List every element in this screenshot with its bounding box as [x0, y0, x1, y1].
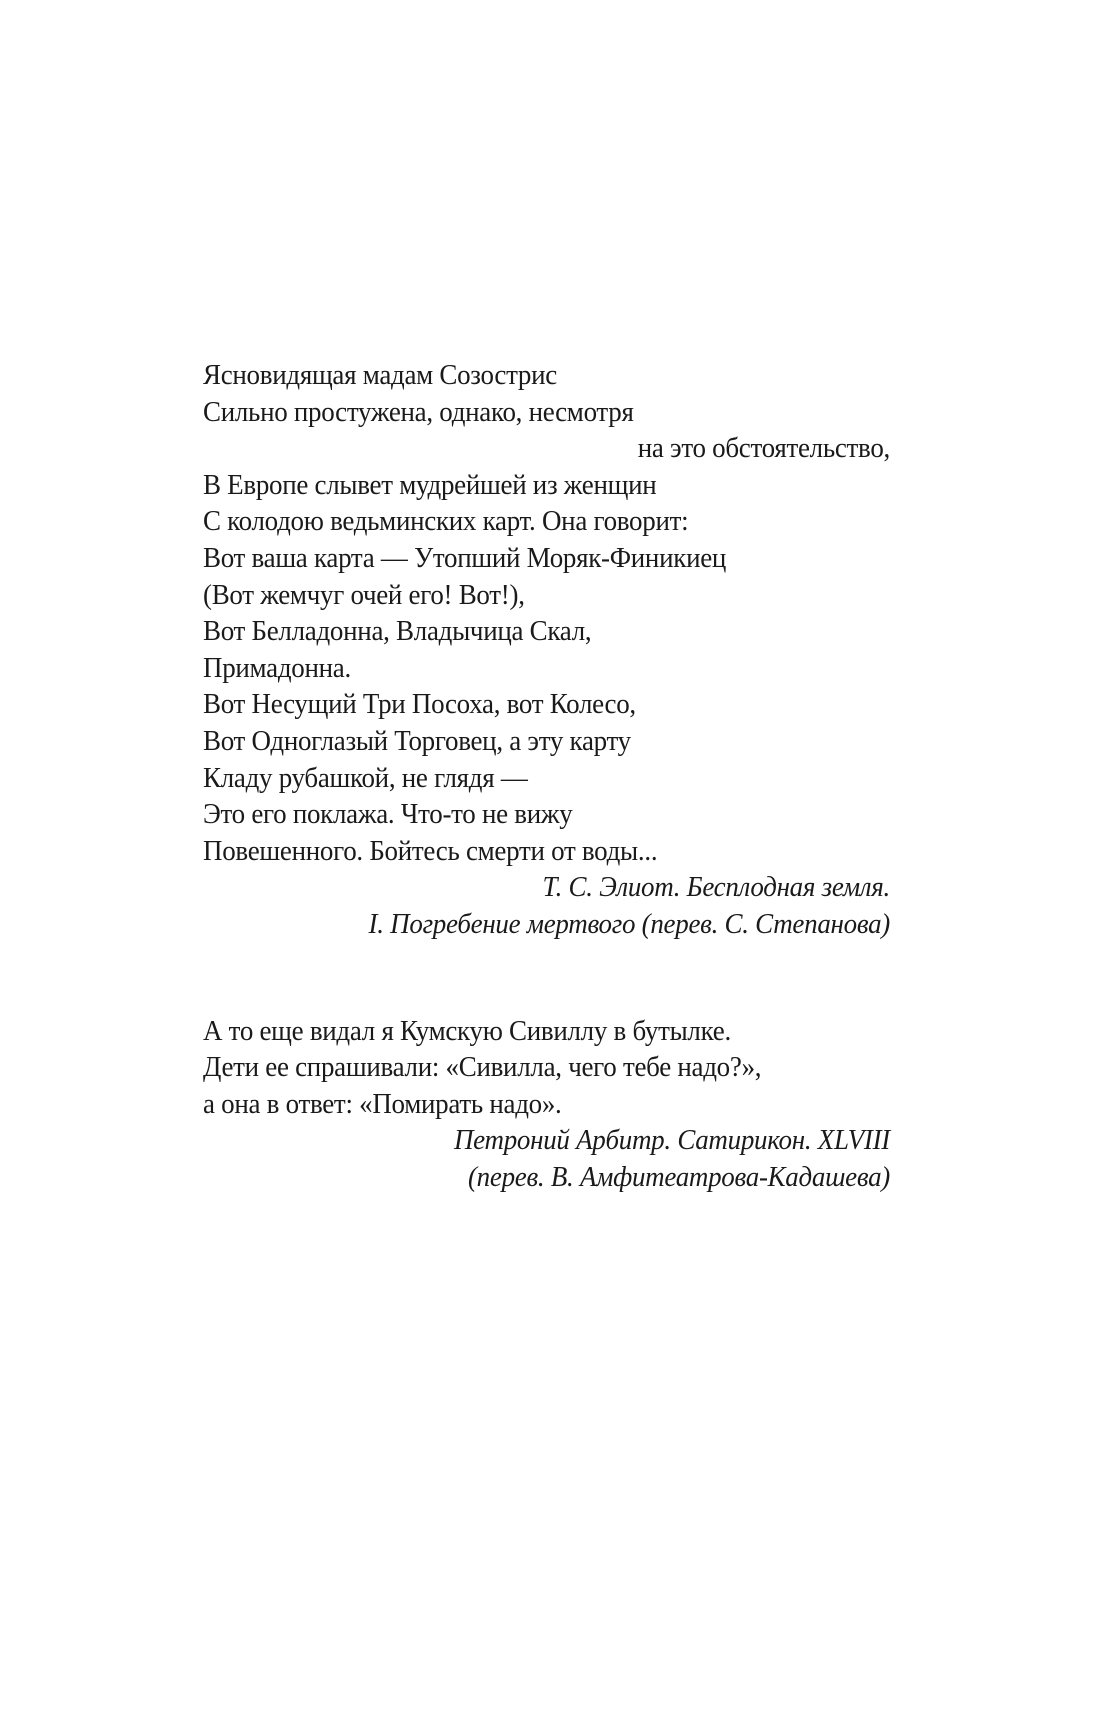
epigraph-petronius: [203, 1013, 890, 1196]
attribution-line: Петроний Арбитр. Сатирикон. XLVIII: [453, 1124, 890, 1157]
verse-line: Ясновидящая мадам Созострис: [203, 359, 557, 391]
verse-line: Вот ваша карта — Утопший Моряк-Финикиец: [203, 541, 727, 574]
attribution-line: I. Погребение мертвого (перев. С. Степанова): [368, 907, 891, 940]
epigraph-eliot: [203, 357, 890, 943]
verse-line: Вот Несущий Три Посоха, вот Колесо,: [203, 688, 636, 721]
verse-block: [203, 357, 890, 869]
verse-line: Это его поклажа. Что-то не вижу: [203, 798, 573, 831]
verse-line: Вот Одноглазый Торговец, а эту карту: [203, 724, 631, 757]
prose-block: [203, 1013, 890, 1123]
verse-line: Повешенного. Бойтесь смерти от воды...: [203, 834, 658, 867]
verse-line: (Вот жемчуг очей его! Вот!),: [203, 578, 525, 611]
verse-line: С колодою ведьминских карт. Она говорит:: [203, 505, 689, 538]
verse-line: В Европе слывет мудрейшей из женщин: [203, 468, 657, 501]
attribution-line: (перев. В. Амфитеатрова-Кадашева): [467, 1160, 890, 1193]
book-page: [203, 357, 890, 1195]
verse-line: Примадонна.: [203, 651, 351, 684]
prose-line: Дети ее спрашивали: «Сивилла, чего тебе надо?»,: [203, 1051, 762, 1084]
attribution-block: [203, 869, 890, 942]
verse-line-continuation: на это обстоятельство,: [637, 432, 890, 465]
verse-line: Сильно простужена, однако, несмотря: [203, 395, 634, 428]
prose-line: А то еще видал я Кумскую Сивиллу в бутылке.: [203, 1014, 731, 1047]
verse-line: Вот Белладонна, Владычица Скал,: [203, 615, 592, 648]
attribution-line: Т. С. Элиот. Бесплодная земля.: [542, 871, 890, 904]
verse-line: Кладу рубашкой, не глядя —: [203, 761, 528, 794]
attribution-block: [203, 1122, 890, 1195]
prose-line: а она в ответ: «Помирать надо».: [203, 1087, 562, 1120]
